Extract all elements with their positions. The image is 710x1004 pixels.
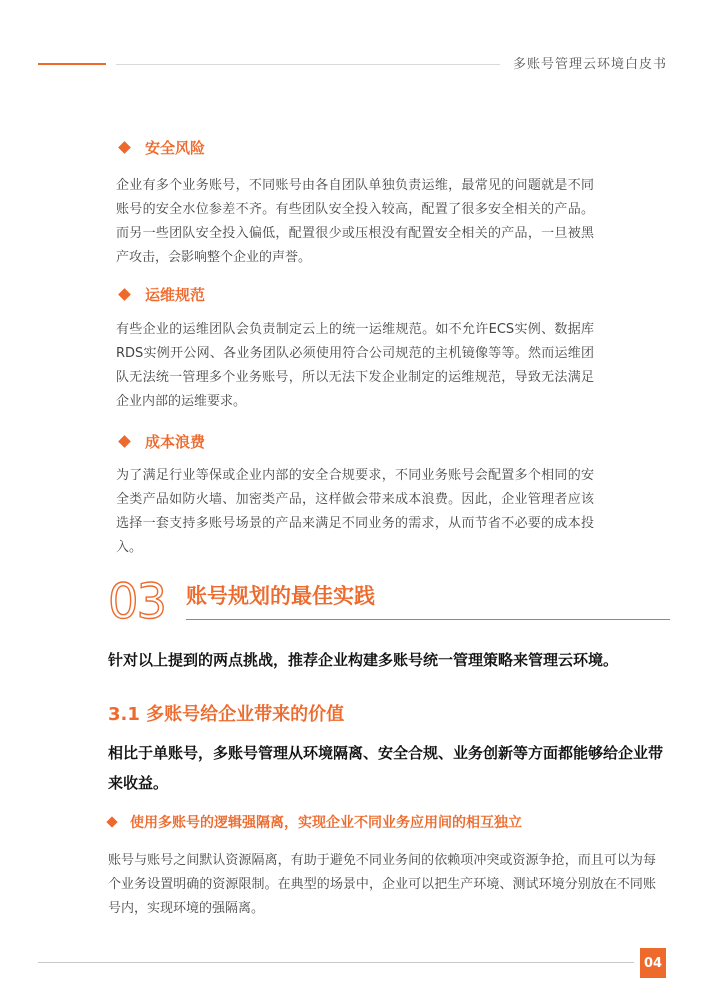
section-heading-label: 运维规范 [145, 286, 206, 304]
section-heading-ops [120, 284, 205, 305]
section-heading-cost [120, 431, 205, 452]
section-heading-security [120, 137, 205, 158]
subsection-title: 3.1 多账号给企业带来的价值 [108, 704, 345, 725]
chapter-underline [186, 619, 670, 620]
section-body-cost: 为了满足行业等保或企业内部的安全合规要求，不同业务账号会配置多个相同的安全类产品如防火墙、加密类产品，这样做会带来成本浪费。因此，企业管理者应该选择一套支持多账号场景的产品来满足不同业务的需求，从而节省不必要的成本投入。 [116, 468, 594, 555]
section-heading-label: 安全风险 [145, 139, 206, 157]
diamond-bullet-icon [118, 288, 131, 301]
section-body-security: 企业有多个业务账号，不同账号由各自团队单独负责运维，最常见的问题就是不同账号的安全水位参差不齐。有些团队安全投入较高，配置了很多安全相关的产品。而另一些团队安全投入偏低，配置很少或压根没有配置安全相关的产品，一旦被黑产攻击，会影响整个企业的声誉。 [116, 178, 594, 265]
header-accent-line [38, 63, 106, 65]
section-body-ops: 有些企业的运维团队会负责制定云上的统一运维规范。如不允许ECS实例、数据库RDS实例开公网、各业务团队必须使用符合公司规范的主机镜像等等。然而运维团队无法统一管理多个业务账号，所以无法下发企业制定的运维规范，导致无法满足企业内部的运维要求。 [116, 322, 594, 409]
lead-paragraph: 针对以上提到的两点挑战，推荐企业构建多账号统一管理策略来管理云环境。 [108, 651, 619, 669]
bullet-heading [108, 812, 522, 832]
chapter-number: 03 [108, 574, 166, 630]
footer-divider [38, 962, 634, 963]
section-heading-label: 成本浪费 [145, 433, 206, 451]
header-divider [116, 64, 500, 65]
chapter-title: 账号规划的最佳实践 [186, 584, 375, 608]
diamond-bullet-icon [118, 435, 131, 448]
diamond-bullet-icon [106, 816, 117, 827]
header-title: 多账号管理云环境白皮书 [512, 57, 667, 72]
diamond-bullet-icon [118, 141, 131, 154]
bullet-heading-label: 使用多账号的逻辑强隔离，实现企业不同业务应用间的相互独立 [130, 815, 522, 831]
subsection-lead: 相比于单账号，多账号管理从环境隔离、安全合规、业务创新等方面都能够给企业带来收益。 [108, 744, 664, 792]
page-number: 04 [640, 948, 666, 978]
bullet-body: 账号与账号之间默认资源隔离，有助于避免不同业务间的依赖项冲突或资源争抢，而且可以为每个业务设置明确的资源限制。在典型的场景中，企业可以把生产环境、测试环境分别放在不同账号内，实现环境的强隔离。 [108, 853, 656, 916]
